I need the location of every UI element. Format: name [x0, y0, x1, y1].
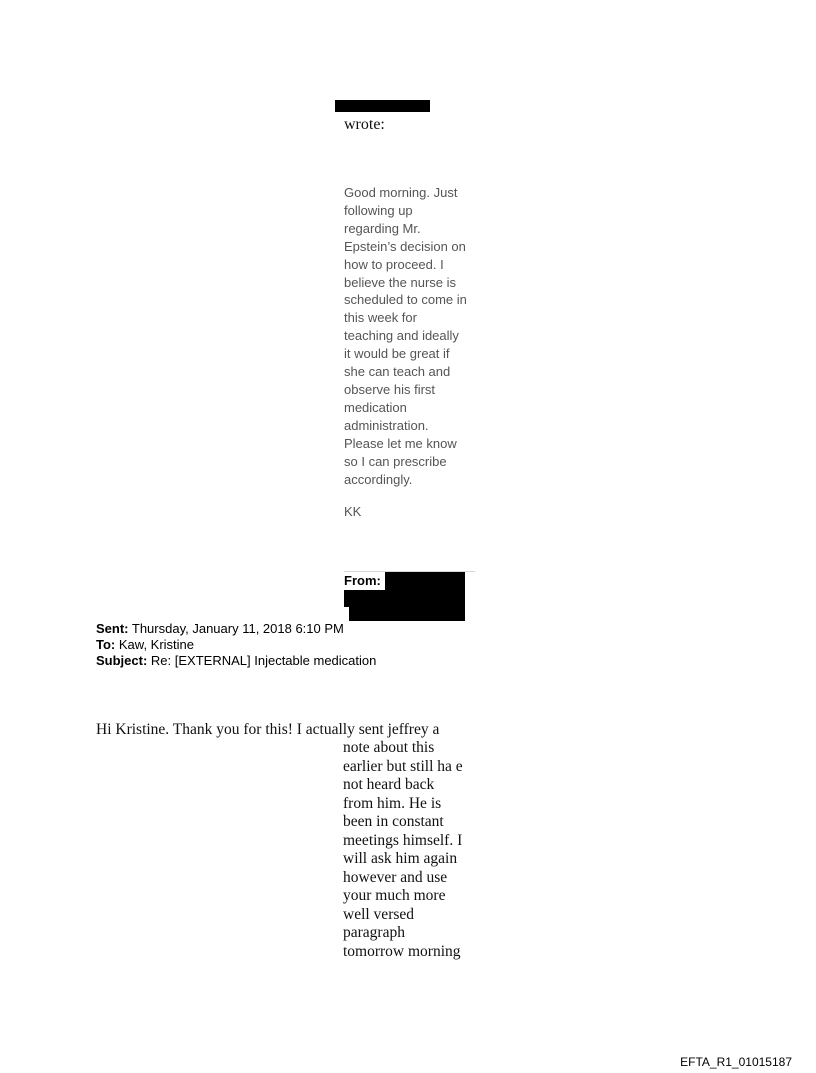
sent-label: Sent: [96, 621, 129, 636]
reply-message-line: not heard back [343, 776, 435, 793]
quoted-message-line: accordingly. [344, 471, 413, 487]
reply-message-line: note about this [343, 739, 435, 756]
quoted-message-line: regarding Mr. [344, 220, 421, 236]
quoted-message-line: this week for [344, 310, 417, 326]
quoted-message-line: so I can prescribe [344, 453, 447, 469]
to-label: To: [96, 637, 116, 652]
quoted-message-line: Epstein’s decision on [344, 238, 466, 254]
to-row [96, 637, 376, 653]
quoted-message-line: observe his first [344, 381, 436, 397]
document-id: EFTA_R1_01015187 [680, 1055, 792, 1069]
reply-message-line: will ask him again [343, 850, 458, 867]
redaction-from-address [385, 572, 465, 590]
subject-label: Subject: [96, 653, 148, 668]
subject-value: Re: [EXTERNAL] Injectable medication [150, 653, 377, 668]
reply-first-line: Hi Kristine. Thank you for this! I actually sent jeffrey a [96, 721, 440, 738]
reply-message-line: tomorrow morning [343, 942, 461, 960]
reply-message-line: been in constant [343, 813, 444, 830]
to-value: Kaw, Kristine [118, 637, 195, 652]
quoted-message-line: she can teach and [344, 364, 451, 380]
quoted-signature: KK [344, 504, 362, 519]
quoted-message-line: how to proceed. I [344, 256, 444, 272]
subject-row [96, 653, 376, 669]
quoted-message-line: following up [344, 202, 413, 218]
quoted-message-line: it would be great if [344, 346, 450, 362]
reply-message-line: however and use [343, 868, 448, 886]
sent-row [96, 621, 376, 637]
quoted-wrote-label: wrote: [344, 116, 385, 133]
redaction-from-address-line3 [349, 606, 465, 621]
reply-message-line: from him. He is [343, 794, 442, 812]
reply-message-line: earlier but still ha e [343, 757, 463, 775]
redaction-sender-name [335, 100, 430, 112]
redaction-from-address-line2 [344, 590, 465, 607]
reply-message-line: your much more [343, 887, 446, 904]
quoted-message-line: believe the nurse is [344, 274, 457, 290]
quoted-message-line: teaching and ideally [344, 328, 459, 344]
quoted-message-body [344, 184, 476, 488]
quoted-message-line: Good morning. Just [344, 185, 458, 200]
email-header-block [96, 621, 376, 669]
quoted-message-line: scheduled to come in [344, 292, 467, 308]
quoted-message-line: administration. [344, 417, 429, 433]
reply-message-line: paragraph [343, 924, 405, 941]
sent-value: Thursday, January 11, 2018 6:10 PM [131, 621, 344, 636]
quoted-message-line: Please let me know [344, 435, 457, 451]
quoted-message-line: medication [344, 399, 407, 415]
from-label: From: [344, 573, 381, 588]
reply-message-body [343, 739, 483, 961]
reply-message-line: well versed [343, 905, 415, 923]
reply-message-line: meetings himself. I [343, 831, 463, 849]
